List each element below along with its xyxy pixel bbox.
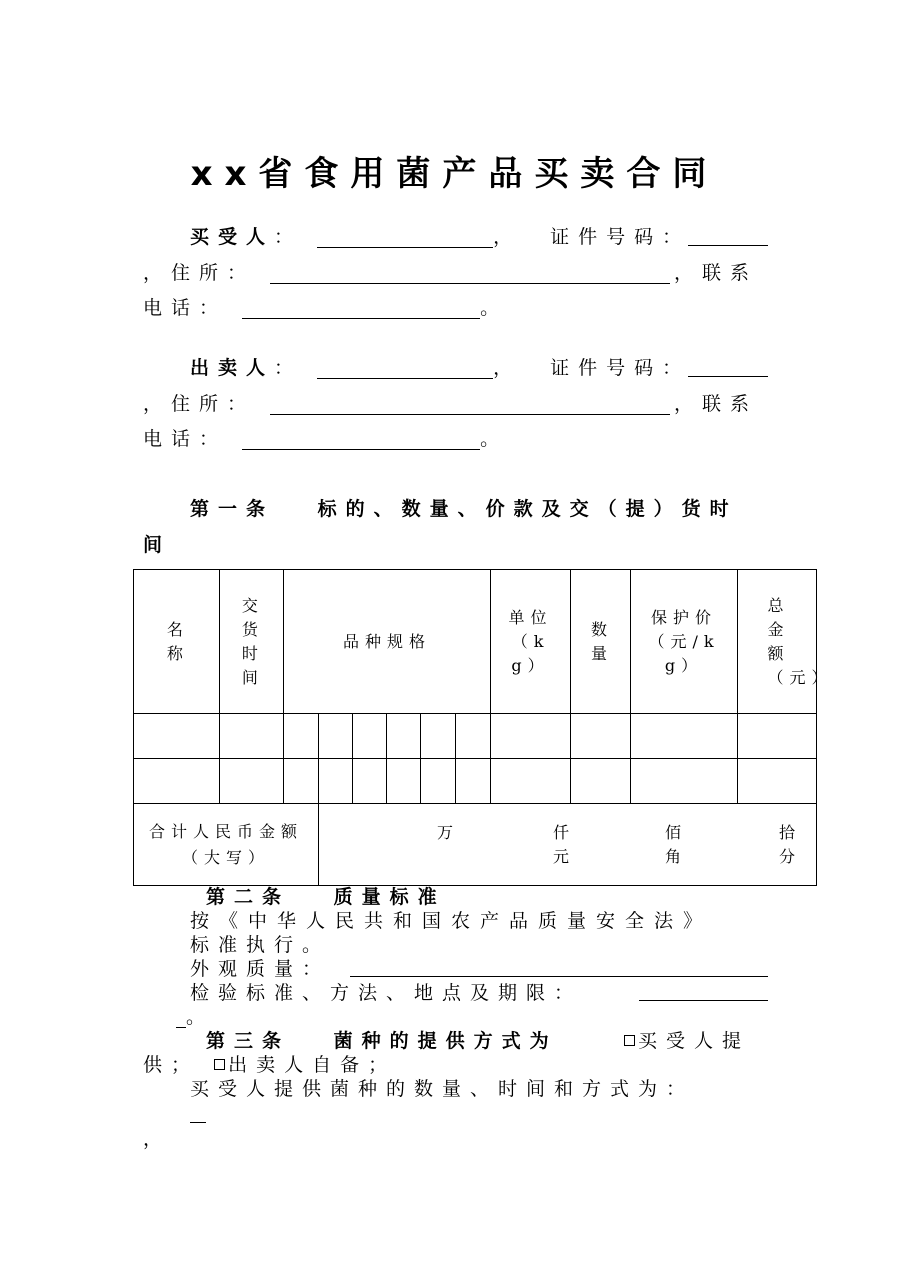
article3-comma: ，: [143, 1128, 172, 1150]
article2-heading-line: [206, 886, 446, 908]
unit-shi-fen: 拾分: [778, 822, 795, 866]
seller-line-2: [143, 393, 670, 415]
buyer-contact-label: ，联系: [674, 262, 759, 284]
seller-id-label: 证件号码：: [550, 357, 691, 379]
article2-appearance-line: [190, 958, 330, 980]
article2-line1: 按《中华人民共和国农产品质量安全法》: [190, 910, 713, 932]
header-unit: 单位（kg）: [491, 570, 571, 714]
article1-title: 标的、数量、价款及交（提）货时: [317, 498, 738, 520]
buyer-label: 买受人: [190, 226, 275, 248]
inspection-field-cont[interactable]: [176, 1013, 186, 1028]
unit-qian-yuan: 仟元: [552, 822, 569, 866]
buyer-id-field[interactable]: [688, 227, 768, 246]
article2-inspection-line: [190, 982, 582, 1004]
article3-supply-line: 买受人提供菌种的数量、时间和方式为：: [190, 1078, 695, 1100]
sum-amount-cell[interactable]: [319, 804, 817, 886]
buyer-address-label: ，住所：: [143, 262, 256, 284]
unit-bai-jiao: 佰角: [664, 822, 681, 866]
header-delivery-time: 交货时间: [220, 570, 284, 714]
seller-phone-field[interactable]: [242, 431, 480, 450]
option-buyer-provides[interactable]: 买受人提: [624, 1030, 750, 1052]
buyer-address-field[interactable]: [270, 265, 670, 284]
buyer-line-3: 电话： 。: [143, 297, 509, 319]
page-title: xx省食用菌产品买卖合同: [190, 154, 719, 194]
seller-label: 出卖人: [190, 357, 275, 379]
header-price: 保护价（元/kg）: [631, 570, 738, 714]
header-total: 总金额（元）: [738, 570, 817, 714]
checkbox-icon[interactable]: [624, 1035, 635, 1046]
article3-options-line: 供； 出卖人自备；: [143, 1054, 397, 1076]
table-row: [134, 714, 817, 759]
seller-line-3: 电话： 。: [143, 428, 509, 450]
appearance-field[interactable]: [350, 958, 768, 977]
appearance-label: 外观质量：: [190, 958, 331, 980]
sum-label: 合计人民币金额（大写）: [134, 804, 319, 886]
buyer-name-field[interactable]: [317, 229, 493, 248]
article2-number: 第二条: [206, 886, 291, 908]
header-spec: 品种规格: [284, 570, 491, 714]
article3-heading-line: [206, 1030, 558, 1052]
sum-row: [134, 804, 817, 886]
unit-wan: 万: [437, 822, 454, 842]
article1-number: 第一条: [190, 498, 275, 520]
buyer-line-1: 买受人： ， 证件号码：: [190, 226, 691, 248]
article3-number: 第三条: [206, 1030, 291, 1052]
article2-end-line: 。: [176, 1006, 214, 1028]
header-qty: 数量: [571, 570, 631, 714]
seller-address-label: ，住所：: [143, 393, 256, 415]
seller-name-field[interactable]: [317, 360, 493, 379]
article3-title: 菌种的提供方式为: [333, 1030, 558, 1052]
seller-contact-label: ，联系: [674, 393, 759, 415]
supply-field[interactable]: [190, 1104, 206, 1123]
buyer-line-2: [143, 262, 670, 284]
header-name: 名称: [134, 570, 220, 714]
seller-phone-label: 电话：: [143, 428, 228, 450]
article2-title: 质量标准: [333, 886, 446, 908]
article1-title-cont: 间: [143, 534, 172, 556]
seller-address-field[interactable]: [270, 396, 670, 415]
seller-line-1: 出卖人： ， 证件号码：: [190, 357, 691, 379]
buyer-phone-label: 电话：: [143, 297, 228, 319]
checkbox-icon[interactable]: [214, 1059, 225, 1070]
article1-heading-line: [190, 498, 738, 520]
goods-table: [133, 569, 834, 886]
seller-id-field[interactable]: [688, 358, 768, 377]
buyer-phone-field[interactable]: [242, 300, 480, 319]
article2-line2: 标准执行。: [190, 934, 331, 956]
inspection-label: 检验标准、方法、地点及期限：: [190, 982, 583, 1004]
table-row: [134, 759, 817, 804]
option-seller-self[interactable]: 出卖人自备；: [214, 1054, 396, 1076]
buyer-id-label: 证件号码：: [550, 226, 691, 248]
inspection-field[interactable]: [639, 982, 768, 1001]
